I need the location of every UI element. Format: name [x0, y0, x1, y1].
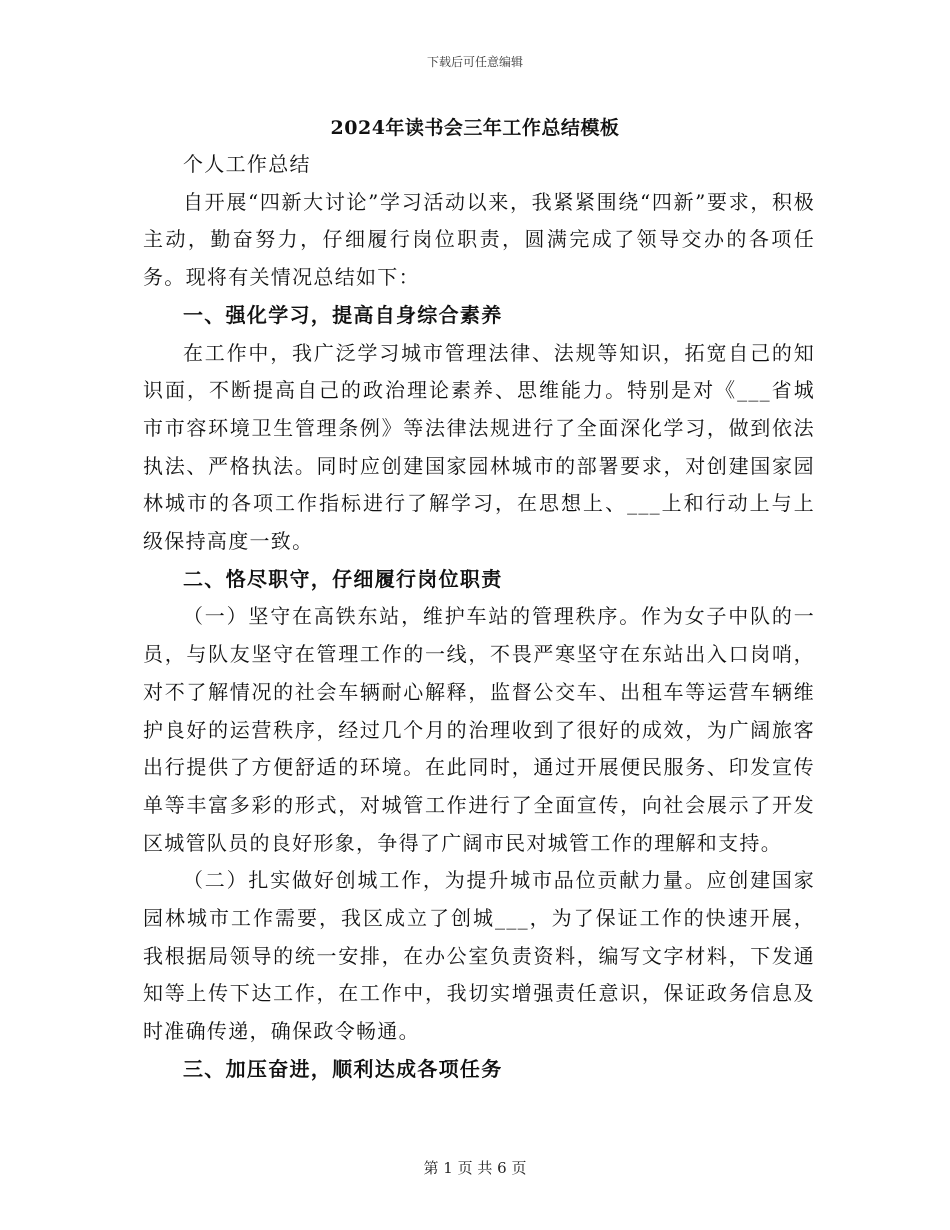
page-number: 第 1 页 共 6 页: [423, 1159, 527, 1177]
paragraph-station: （一）坚守在高铁东站，维护车站的管理秩序。作为女子中队的一员，与队友坚守在管理工作的一线，不畏严寒坚守在东站出入口岗哨，对不了解情况的社会车辆耐心解释，监督公交车、出租车等运营车辆维护良好的运营秩序，经过几个月的治理收到了很好的成效，为广阔旅客出行提供了方便舒适的环境。在此同时，通过开展便民服务、印发宣传单等丰富多彩的形式，对城管工作进行了全面宣传，向社会展示了开发区城管队员的良好形象，争得了广阔市民对城管工作的理解和支持。: [143, 604, 815, 855]
header-note: 下载后可任意编辑: [426, 55, 523, 69]
section-heading-2: 二、恪尽职守，仔细履行岗位职责: [183, 566, 503, 591]
intro-paragraph: 自开展“四新大讨论”学习活动以来，我紧紧围绕“四新”要求，积极主动，勤奋努力，仔细履行岗位职责，圆满完成了领导交办的各项任务。现将有关情况总结如下：: [143, 189, 815, 290]
section-heading-1: 一、强化学习，提高自身综合素养: [183, 302, 503, 327]
paragraph-city-creation: （二）扎实做好创城工作，为提升城市品位贡献力量。应创建国家园林城市工作需要，我区成立了创城___，为了保证工作的快速开展，我根据局领导的统一安排，在办公室负责资料，编写文字材料，下发通知等上传下达工作，在工作中，我切实增强责任意识，保证政务信息及时准确传递，确保政令畅通。: [143, 868, 815, 1044]
document-body: [143, 146, 815, 1089]
section-subtitle: 个人工作总结: [183, 152, 311, 176]
paragraph-study: 在工作中，我广泛学习城市管理法律、法规等知识，拓宽自己的知识面，不断提高自己的政治理论素养、思维能力。特别是对《___省城市市容环境卫生管理条例》等法律法规进行了全面深化学习，做到依法执法、严格执法。同时应创建国家园林城市的部署要求，对创建国家园林城市的各项工作指标进行了解学习，在思想上、___上和行动上与上级保持高度一致。: [143, 340, 815, 554]
document-title: 2024年读书会三年工作总结模板: [330, 117, 620, 139]
section-heading-3: 三、加压奋进，顺利达成各项任务: [183, 1056, 503, 1081]
